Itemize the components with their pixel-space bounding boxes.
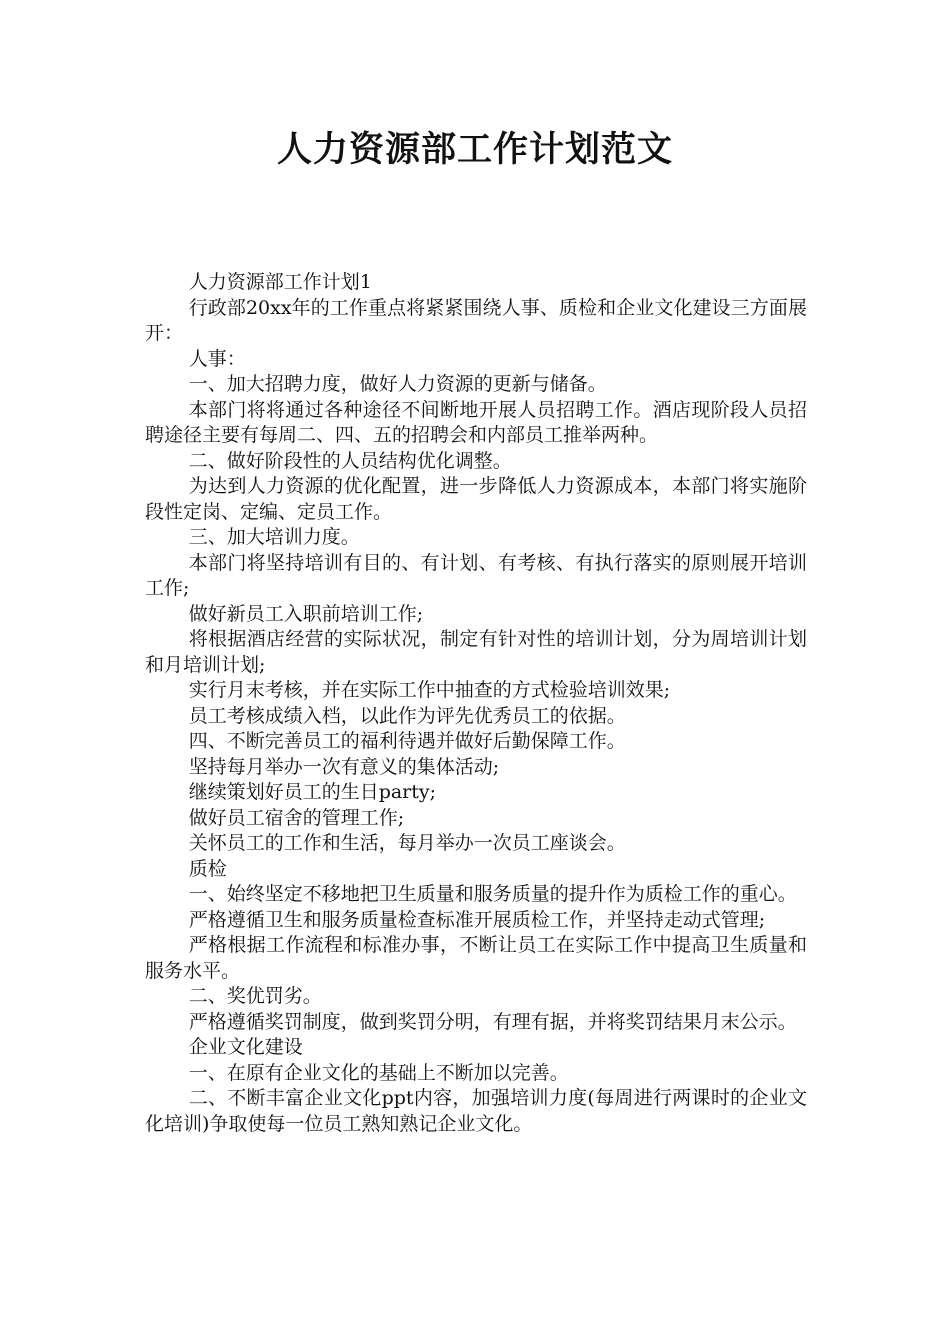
- paragraph: 为达到人力资源的优化配置，进一步降低人力资源成本，本部门将实施阶段性定岗、定编、定员工作。: [145, 475, 807, 523]
- paragraph: 四、不断完善员工的福利待遇并做好后勤保障工作。: [188, 730, 626, 752]
- paragraph: 一、加大招聘力度，做好人力资源的更新与储备。: [188, 373, 607, 395]
- paragraph: 本部门将坚持培训有目的、有计划、有考核、有执行落实的原则展开培训工作;: [145, 551, 807, 599]
- paragraph: 坚持每月举办一次有意义的集体活动;: [188, 755, 500, 778]
- paragraph: 企业文化建设: [188, 1036, 303, 1058]
- paragraph: 严格遵循奖罚制度，做到奖罚分明，有理有据，并将奖罚结果月末公示。: [188, 1010, 797, 1033]
- paragraph: 二、奖优罚劣。: [188, 985, 322, 1007]
- paragraph: 本部门将将通过各种途径不间断地开展人员招聘工作。酒店现阶段人员招聘途径主要有每周二、四、五的招聘会和内部员工推举两种。: [145, 398, 807, 446]
- paragraph: 将根据酒店经营的实际状况，制定有针对性的培训计划，分为周培训计划和月培训计划;: [145, 628, 807, 676]
- paragraph: 员工考核成绩入档，以此作为评先优秀员工的依据。: [188, 704, 626, 727]
- paragraph: 二、不断丰富企业文化ppt内容，加强培训力度(每周进行两课时的企业文化培训)争取使每一位员工熟知熟记企业文化。: [145, 1087, 807, 1135]
- paragraph: 一、始终坚定不移地把卫生质量和服务质量的提升作为质检工作的重心。: [188, 883, 797, 905]
- paragraph: 严格遵循卫生和服务质量检查标准开展质检工作，并坚持走动式管理;: [188, 908, 766, 931]
- paragraph: 关怀员工的工作和生活，每月举办一次员工座谈会。: [188, 832, 626, 854]
- document-body: [145, 270, 807, 1137]
- paragraph: 人事：: [188, 347, 246, 370]
- paragraph: 继续策划好员工的生日party;: [188, 781, 437, 803]
- paragraph: 做好新员工入职前培训工作;: [188, 602, 424, 625]
- paragraph: 人力资源部工作计划1: [188, 271, 372, 293]
- paragraph: 行政部20xx年的工作重点将紧紧围绕人事、质检和企业文化建设三方面展开：: [145, 296, 807, 344]
- document-title: 人力资源部工作计划范文: [276, 130, 673, 170]
- paragraph: 二、做好阶段性的人员结构优化调整。: [188, 449, 512, 472]
- paragraph: 质检: [188, 857, 227, 880]
- paragraph: 严格根据工作流程和标准办事，不断让员工在实际工作中提高卫生质量和服务水平。: [145, 934, 807, 982]
- paragraph: 实行月末考核，并在实际工作中抽查的方式检验培训效果;: [188, 679, 671, 701]
- paragraph: 做好员工宿舍的管理工作;: [188, 806, 405, 829]
- paragraph: 三、加大培训力度。: [188, 526, 360, 548]
- paragraph: 一、在原有企业文化的基础上不断加以完善。: [188, 1061, 569, 1084]
